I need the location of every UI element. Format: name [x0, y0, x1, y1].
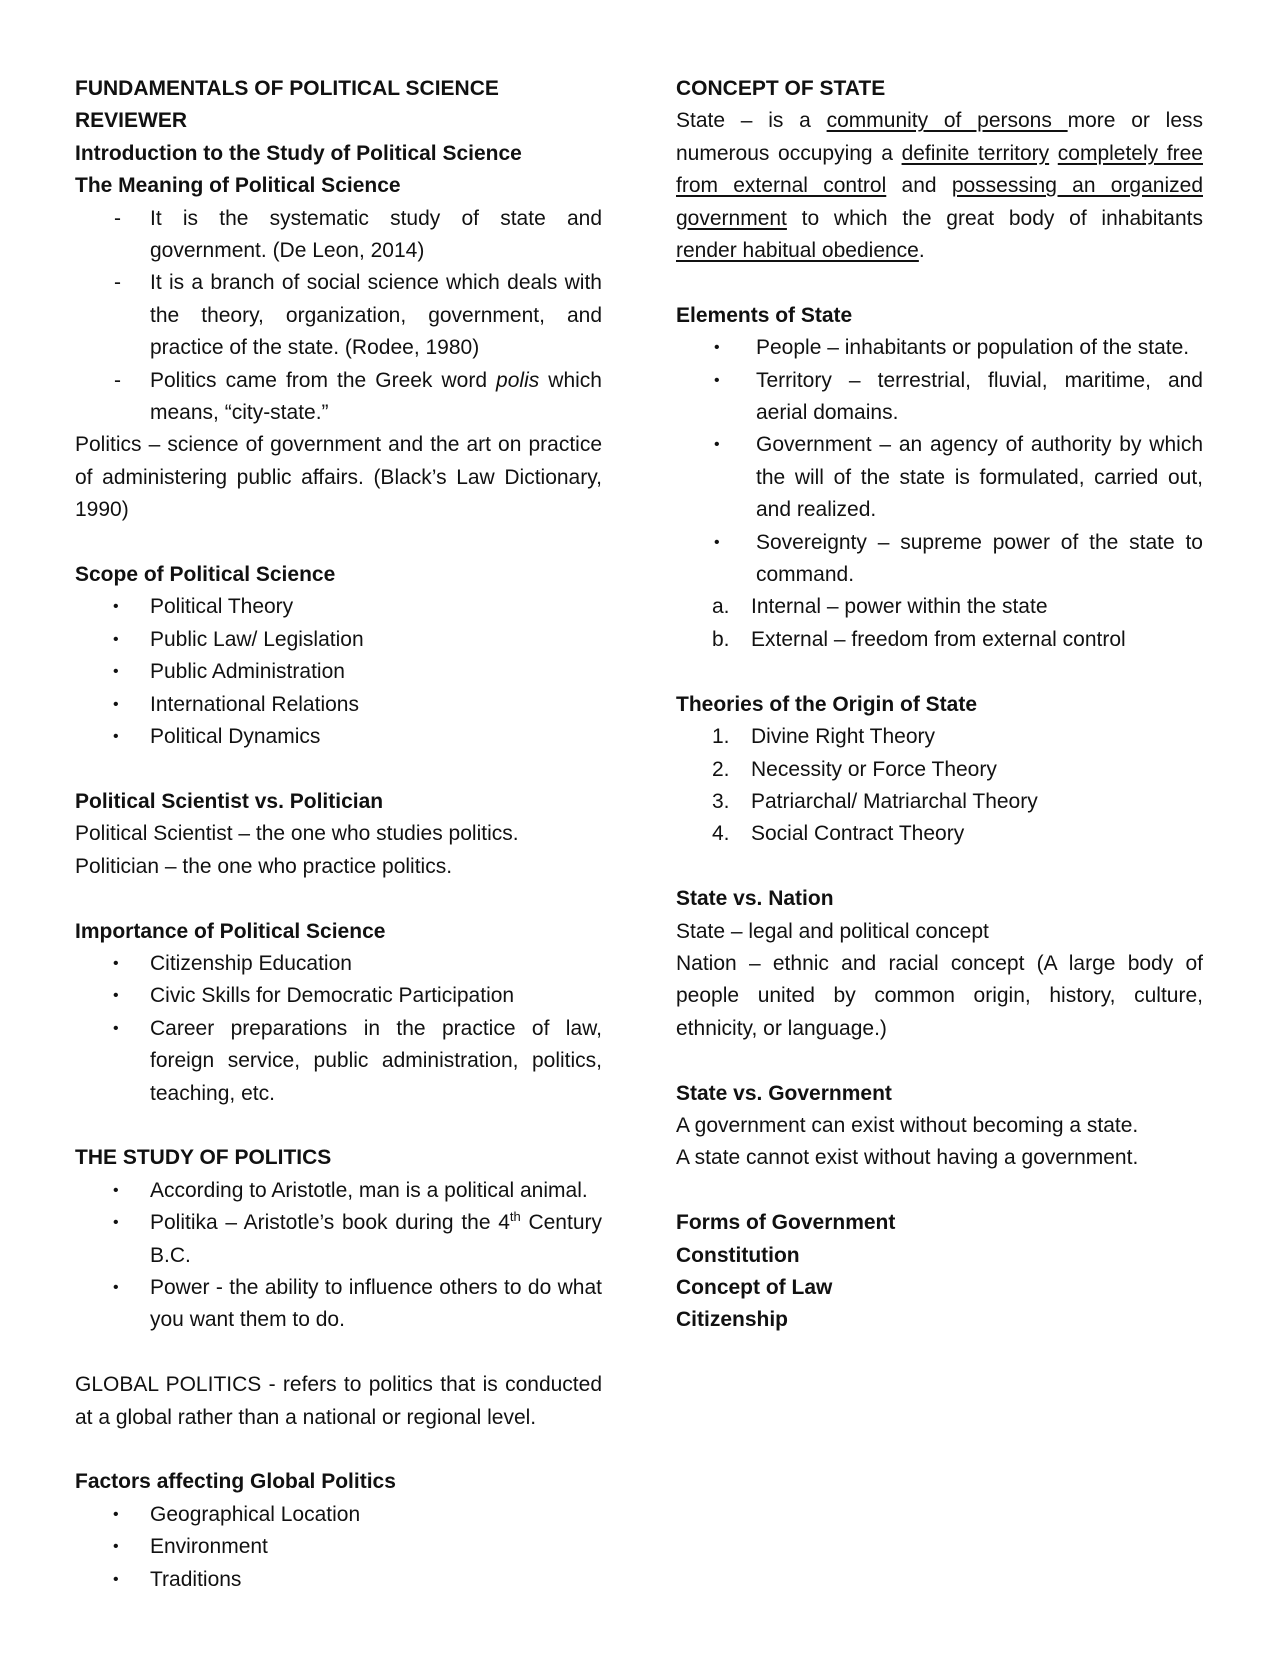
list-item: 3. Patriarchal/ Matriarchal Theory [712, 789, 1038, 813]
politics-definition: Politics – science of government and the art on practice of administering public affairs. (Black’s Law Dictionary, 1990) [75, 433, 602, 522]
list-item: 2. Necessity or Force Theory [712, 757, 997, 781]
list-item: a. Internal – power within the state [712, 595, 1048, 619]
scope-heading: Scope of Political Science [75, 563, 336, 587]
constitution-heading: Constitution [676, 1243, 800, 1267]
list-item: • According to Aristotle, man is a political animal. [113, 1178, 588, 1202]
scientist-vs-politician-heading: Political Scientist vs. Politician [75, 789, 384, 813]
state-vs-government-heading: State vs. Government [676, 1081, 892, 1105]
text-line: Politician – the one who practice politics. [75, 854, 453, 878]
forms-of-government-heading: Forms of Government [676, 1211, 896, 1235]
list-item: • Traditions [113, 1567, 242, 1591]
importance-heading: Importance of Political Science [75, 919, 386, 943]
list-item: • Public Law/ Legislation [113, 627, 364, 651]
list-item: b. External – freedom from external control [712, 627, 1126, 651]
theories-list [676, 721, 1203, 851]
importance-list [75, 948, 602, 1110]
global-politics-definition: GLOBAL POLITICS - refers to politics that is conducted at a global rather than a national or regional level. [75, 1373, 602, 1429]
state-vs-nation-heading: State vs. Nation [676, 887, 834, 911]
elements-list [676, 332, 1203, 591]
list-item: • Environment [113, 1535, 268, 1559]
document-title: FUNDAMENTALS OF POLITICAL SCIENCE REVIEWER [75, 77, 499, 133]
meaning-list [75, 203, 602, 430]
factors-heading: Factors affecting Global Politics [75, 1470, 396, 1494]
left-column [75, 73, 602, 1596]
list-item: • Citizenship Education [113, 951, 352, 975]
study-of-politics-heading: THE STUDY OF POLITICS [75, 1146, 332, 1170]
list-item: • Political Theory [113, 595, 294, 619]
meaning-heading: The Meaning of Political Science [75, 174, 401, 198]
list-item: • People – inhabitants or population of the state. [714, 336, 1190, 360]
elements-heading: Elements of State [676, 303, 853, 327]
list-item: 1. Divine Right Theory [712, 725, 936, 749]
study-list [75, 1175, 602, 1337]
list-item: 4. Social Contract Theory [712, 822, 965, 846]
list-item: • Political Dynamics [113, 725, 321, 749]
list-item: • Territory – terrestrial, fluvial, maritime, and aerial domains. [714, 368, 1203, 425]
text-line: A state cannot exist without having a government. [676, 1146, 1139, 1170]
list-item: - It is a branch of social science which deals with the theory, organization, government, and practice of the state. (Rodee, 1980) [114, 271, 602, 360]
list-item: - It is the systematic study of state and government. (De Leon, 2014) [114, 206, 602, 263]
text-line: A government can exist without becoming a state. [676, 1113, 1139, 1137]
sovereignty-sublist [676, 591, 1203, 656]
intro-heading: Introduction to the Study of Political Science [75, 141, 522, 165]
factors-list [75, 1499, 602, 1596]
text-line: State – legal and political concept [676, 919, 989, 943]
list-item: • Politika – Aristotle’s book during the 4th Century B.C. [113, 1209, 602, 1267]
list-item: • Public Administration [113, 660, 345, 684]
list-item: • Sovereignty – supreme power of the state to command. [714, 530, 1203, 587]
list-item: • Geographical Location [113, 1502, 361, 1526]
theories-heading: Theories of the Origin of State [676, 692, 978, 716]
list-item: • Career preparations in the practice of law, foreign service, public administration, politics, teaching, etc. [113, 1016, 602, 1105]
state-definition: State – is a community of persons more or less numerous occupying a definite territory completely free from external control and possessing an organized government to which the great body of inhabitants render habitual obedience. [676, 109, 1203, 263]
concept-of-state-heading: CONCEPT OF STATE [676, 77, 886, 100]
text-line: Nation – ethnic and racial concept (A large body of people united by common origin, history, culture, ethnicity, or language.) [676, 951, 1203, 1040]
text-line: Political Scientist – the one who studies politics. [75, 822, 519, 846]
list-item: - Politics came from the Greek word polis which means, “city-state.” [114, 368, 602, 425]
right-column [676, 73, 1203, 1337]
concept-of-law-heading: Concept of Law [676, 1275, 833, 1299]
list-item: • International Relations [113, 692, 359, 716]
list-item: • Government – an agency of authority by which the will of the state is formulated, carried out, and realized. [714, 433, 1203, 522]
citizenship-heading: Citizenship [676, 1308, 789, 1332]
scope-list [75, 591, 602, 753]
list-item: • Power - the ability to influence others to do what you want them to do. [113, 1275, 602, 1332]
list-item: • Civic Skills for Democratic Participation [113, 984, 515, 1008]
